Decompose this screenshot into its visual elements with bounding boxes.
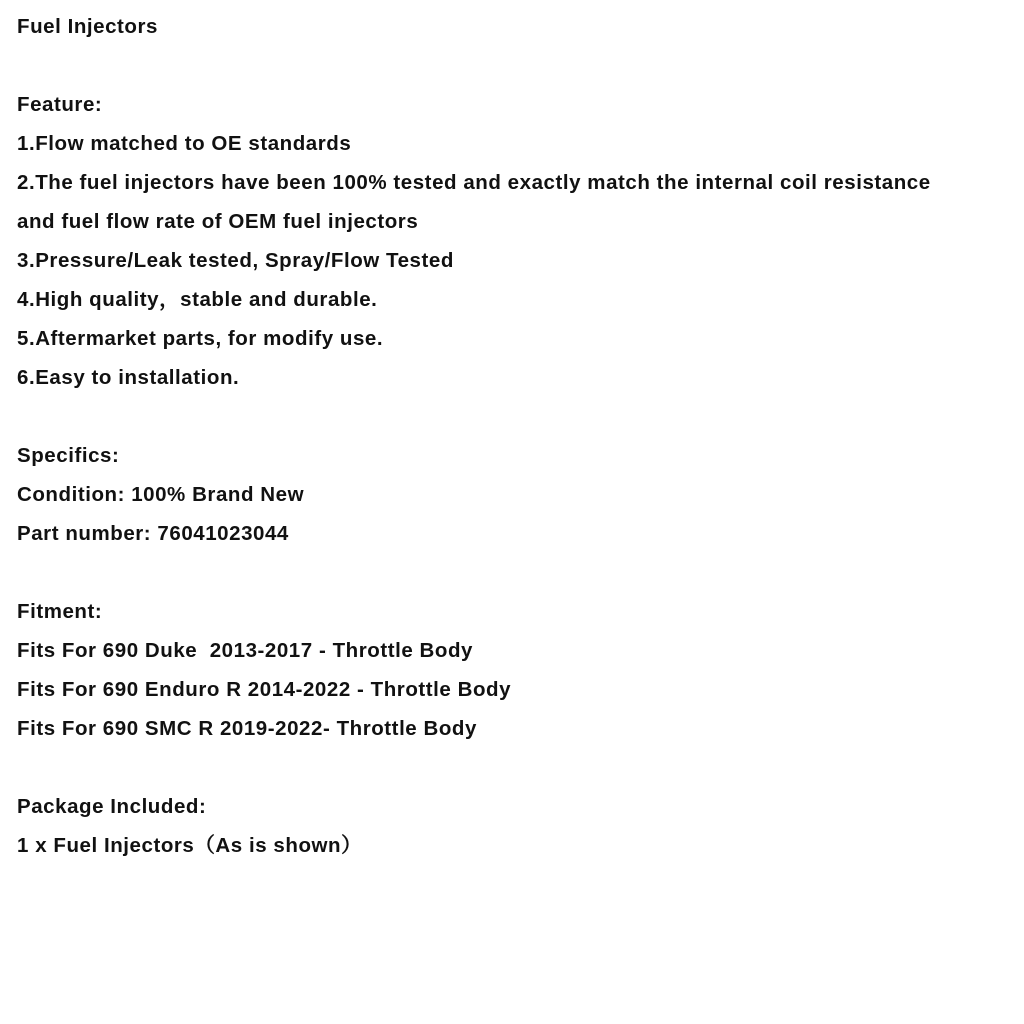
fitment-item: Fits For 690 Duke 2013-2017 - Throttle Body [17, 639, 473, 662]
feature-item: 1.Flow matched to OE standards [17, 132, 352, 155]
feature-item-continuation: and fuel flow rate of OEM fuel injectors [17, 210, 419, 233]
feature-heading: Feature: [17, 93, 103, 116]
fitment-item: Fits For 690 Enduro R 2014-2022 - Throttle Body [17, 678, 512, 701]
feature-item: 3.Pressure/Leak tested, Spray/Flow Tested [17, 249, 454, 272]
package-heading: Package Included: [17, 795, 207, 818]
condition-text: Condition: 100% Brand New [17, 483, 305, 506]
feature-item: 2.The fuel injectors have been 100% tested and exactly match the internal coil resistance [17, 171, 931, 194]
document-title: Fuel Injectors [17, 15, 158, 38]
part-number-text: Part number: 76041023044 [17, 522, 289, 545]
package-contents: 1 x Fuel Injectors（As is shown） [17, 834, 363, 857]
fitment-heading: Fitment: [17, 600, 103, 623]
feature-item: 6.Easy to installation. [17, 366, 240, 389]
fitment-item: Fits For 690 SMC R 2019-2022- Throttle Body [17, 717, 477, 740]
specifics-heading: Specifics: [17, 444, 120, 467]
feature-item: 4.High quality，stable and durable. [17, 288, 378, 311]
feature-item: 5.Aftermarket parts, for modify use. [17, 327, 384, 350]
